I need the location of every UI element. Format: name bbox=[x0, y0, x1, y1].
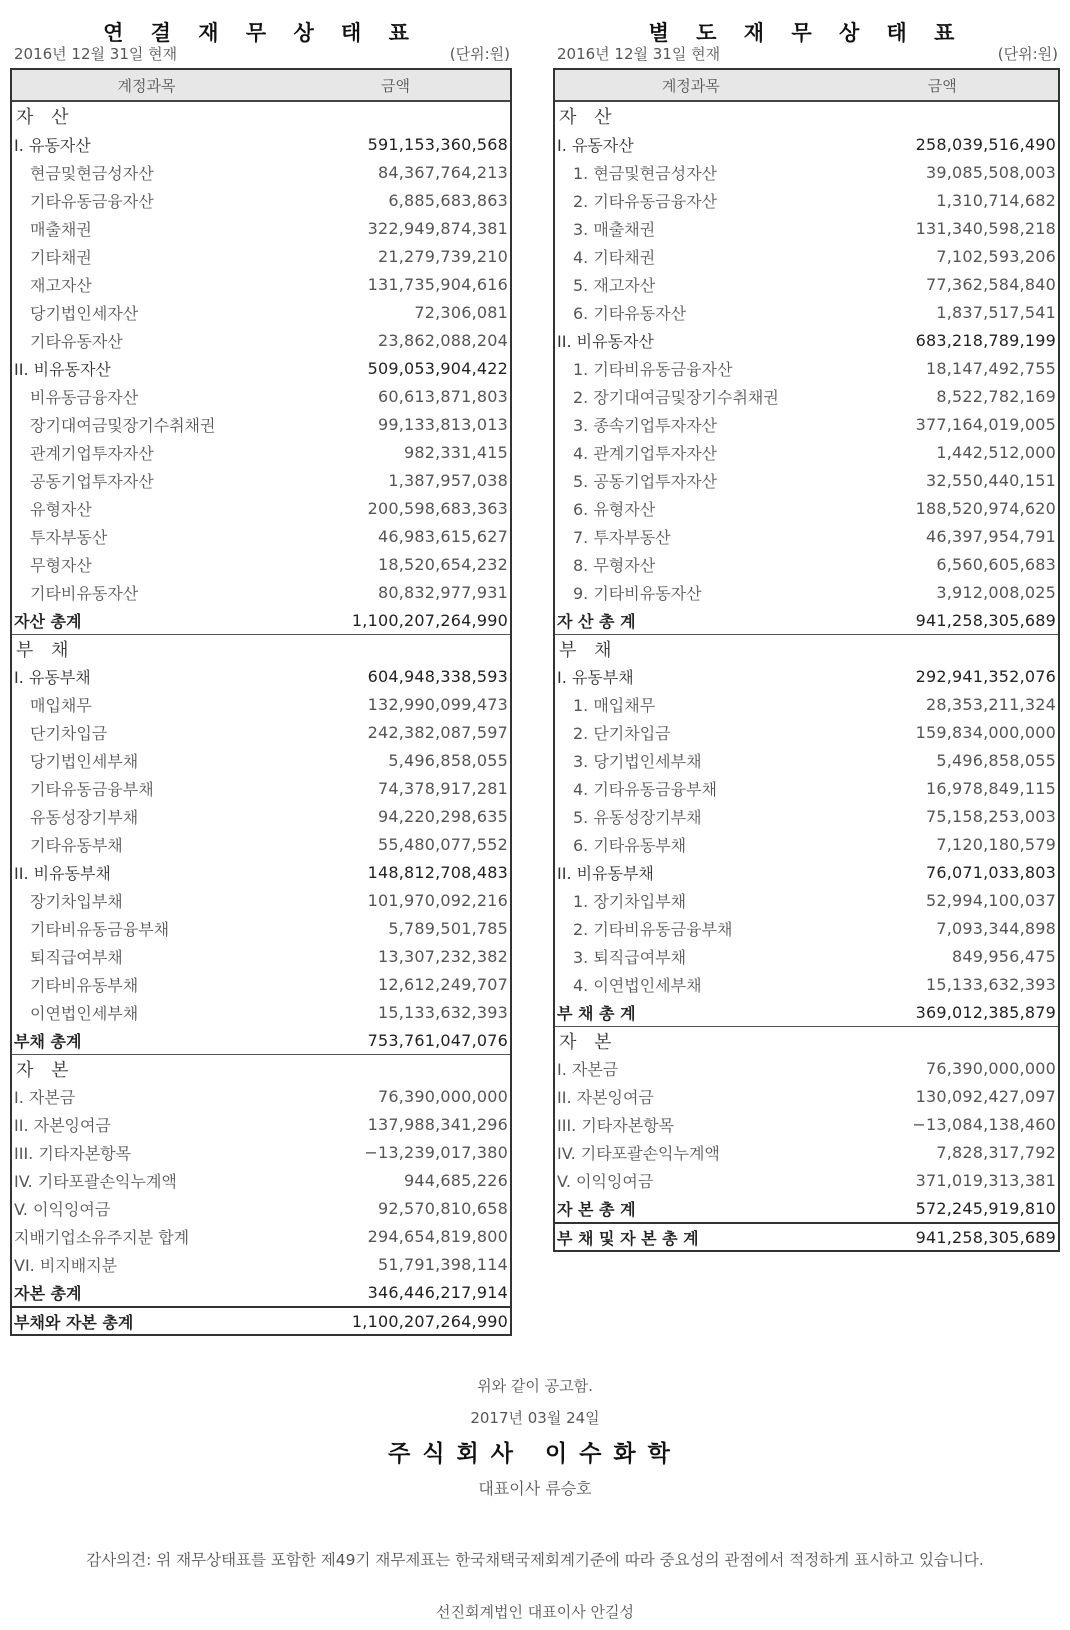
separate-table-header bbox=[555, 70, 1058, 102]
account-label: II. 비유동자산 bbox=[557, 331, 654, 351]
separate-balance-sheet bbox=[553, 0, 1060, 1252]
section-header-row bbox=[12, 1054, 510, 1082]
table-row bbox=[12, 270, 510, 298]
notice-text: 위와 같이 공고함. bbox=[477, 1377, 593, 1395]
account-amount: 188,520,974,620 bbox=[915, 498, 1056, 518]
account-label: 6. 기타유동자산 bbox=[573, 303, 687, 323]
account-label: 3. 매출채권 bbox=[573, 219, 656, 239]
total-row bbox=[555, 998, 1058, 1026]
table-row bbox=[12, 214, 510, 242]
account-amount: 80,832,977,931 bbox=[377, 582, 508, 602]
account-amount: 76,390,000,000 bbox=[925, 1058, 1056, 1078]
account-label: II. 비유동부채 bbox=[14, 863, 111, 883]
account-amount: 21,279,739,210 bbox=[377, 246, 508, 266]
table-row bbox=[12, 466, 510, 494]
account-label: 당기법인세자산 bbox=[30, 303, 139, 323]
table-row bbox=[12, 382, 510, 410]
account-label: 공동기업투자자산 bbox=[30, 471, 154, 491]
account-amount: 377,164,019,005 bbox=[915, 414, 1056, 434]
table-row bbox=[12, 690, 510, 718]
account-amount: 1,387,957,038 bbox=[388, 470, 508, 490]
table-row bbox=[555, 746, 1058, 774]
account-label: 기타비유동자산 bbox=[30, 583, 139, 603]
account-label: 4. 이연법인세부채 bbox=[573, 975, 702, 995]
account-amount: 46,983,615,627 bbox=[377, 526, 508, 546]
account-amount: 74,378,917,281 bbox=[377, 778, 508, 798]
table-row bbox=[555, 326, 1058, 354]
account-label: V. 이익잉여금 bbox=[557, 1171, 654, 1191]
account-label: 4. 관계기업투자자산 bbox=[573, 443, 717, 463]
table-row bbox=[12, 578, 510, 606]
table-row bbox=[12, 998, 510, 1026]
account-amount: 982,331,415 bbox=[404, 442, 508, 462]
account-label: II. 자본잉여금 bbox=[14, 1115, 111, 1135]
column-header-account: 계정과목 bbox=[117, 76, 176, 95]
total-row bbox=[555, 606, 1058, 634]
account-label: 유동성장기부채 bbox=[30, 807, 139, 827]
consolidated-table-header bbox=[12, 70, 510, 102]
table-row bbox=[555, 970, 1058, 998]
account-amount: 322,949,874,381 bbox=[367, 218, 508, 238]
total-row bbox=[12, 606, 510, 634]
account-label: 8. 무형자산 bbox=[573, 555, 656, 575]
account-amount: 32,550,440,151 bbox=[925, 470, 1056, 490]
table-row bbox=[12, 1166, 510, 1194]
account-label: 매출채권 bbox=[30, 219, 92, 239]
account-amount: 131,340,598,218 bbox=[915, 218, 1056, 238]
table-row bbox=[555, 914, 1058, 942]
account-label: 1. 매입채무 bbox=[573, 695, 656, 715]
table-row bbox=[555, 830, 1058, 858]
table-row bbox=[555, 298, 1058, 326]
account-amount: 242,382,087,597 bbox=[367, 722, 508, 742]
section-header-row bbox=[555, 634, 1058, 662]
account-amount: 159,834,000,000 bbox=[915, 722, 1056, 742]
account-label: I. 유동자산 bbox=[557, 135, 634, 155]
table-row bbox=[12, 942, 510, 970]
table-row bbox=[555, 1166, 1058, 1194]
account-label: 1. 기타비유동금융자산 bbox=[573, 359, 733, 379]
account-amount: 944,685,226 bbox=[404, 1170, 508, 1190]
account-label: 퇴직급여부채 bbox=[30, 947, 123, 967]
table-row bbox=[12, 1250, 510, 1278]
account-label: 비유동금융자산 bbox=[30, 387, 139, 407]
table-row bbox=[555, 186, 1058, 214]
account-amount: 941,258,305,689 bbox=[915, 610, 1056, 630]
account-label: 9. 기타비유동자산 bbox=[573, 583, 702, 603]
account-amount: −13,239,017,380 bbox=[364, 1142, 508, 1162]
account-amount: 849,956,475 bbox=[952, 946, 1056, 966]
account-label: 6. 기타유동부채 bbox=[573, 835, 687, 855]
total-row bbox=[12, 1306, 510, 1334]
section-header-row bbox=[555, 102, 1058, 130]
account-amount: 3,912,008,025 bbox=[936, 582, 1056, 602]
table-row bbox=[12, 746, 510, 774]
account-label: 4. 기타유동금융부채 bbox=[573, 779, 717, 799]
account-label: 5. 공동기업투자자산 bbox=[573, 471, 717, 491]
account-label: 2. 장기대여금및장기수취채권 bbox=[573, 387, 779, 407]
section-header-row bbox=[12, 634, 510, 662]
account-amount: 753,761,047,076 bbox=[367, 1030, 508, 1050]
account-label: 5. 재고자산 bbox=[573, 275, 656, 295]
table-row bbox=[12, 1194, 510, 1222]
account-amount: 7,093,344,898 bbox=[936, 918, 1056, 938]
account-amount: 294,654,819,800 bbox=[367, 1226, 508, 1246]
account-amount: 604,948,338,593 bbox=[367, 666, 508, 686]
account-label: 기타유동금융부채 bbox=[30, 779, 154, 799]
account-amount: 683,218,789,199 bbox=[915, 330, 1056, 350]
table-row bbox=[12, 774, 510, 802]
account-amount: 371,019,313,381 bbox=[915, 1170, 1056, 1190]
separate-table bbox=[553, 68, 1060, 1252]
account-label: 무형자산 bbox=[30, 555, 92, 575]
account-amount: 28,353,211,324 bbox=[925, 694, 1056, 714]
account-label: 2. 기타유동금융자산 bbox=[573, 191, 717, 211]
account-amount: 591,153,360,568 bbox=[367, 134, 508, 154]
account-label: 3. 종속기업투자자산 bbox=[573, 415, 717, 435]
account-label: II. 자본잉여금 bbox=[557, 1087, 654, 1107]
account-amount: 101,970,092,216 bbox=[367, 890, 508, 910]
audit-opinion: 감사의견: 위 재무상태표를 포함한 제49기 재무제표는 한국채택국제회계기준에 따라 중요성의 관점에서 적정하게 표시하고 있습니다. bbox=[86, 1551, 984, 1569]
consolidated-date: 2016년 12월 31일 현재 bbox=[14, 44, 178, 63]
table-row bbox=[555, 410, 1058, 438]
consolidated-table bbox=[10, 68, 512, 1336]
account-amount: 131,735,904,616 bbox=[367, 274, 508, 294]
account-label: II. 비유동자산 bbox=[14, 359, 111, 379]
table-row bbox=[555, 270, 1058, 298]
table-row bbox=[555, 242, 1058, 270]
account-amount: 39,085,508,003 bbox=[925, 162, 1056, 182]
account-amount: 7,102,593,206 bbox=[936, 246, 1056, 266]
table-row bbox=[12, 242, 510, 270]
table-row bbox=[12, 662, 510, 690]
table-row bbox=[12, 438, 510, 466]
account-label: 자 본 bbox=[16, 1059, 75, 1081]
table-row bbox=[12, 326, 510, 354]
account-amount: 16,978,849,115 bbox=[925, 778, 1056, 798]
table-row bbox=[12, 886, 510, 914]
account-label: 자 본 총 계 bbox=[557, 1199, 636, 1219]
table-row bbox=[12, 802, 510, 830]
account-label: IV. 기타포괄손익누계액 bbox=[14, 1171, 177, 1191]
account-amount: 72,306,081 bbox=[414, 302, 508, 322]
table-row bbox=[12, 970, 510, 998]
account-amount: 52,994,100,037 bbox=[925, 890, 1056, 910]
table-row bbox=[12, 410, 510, 438]
table-row bbox=[12, 494, 510, 522]
account-label: III. 기타자본항목 bbox=[557, 1115, 675, 1135]
notice-date: 2017년 03월 24일 bbox=[470, 1409, 600, 1427]
table-row bbox=[12, 354, 510, 382]
table-row bbox=[555, 466, 1058, 494]
account-amount: 941,258,305,689 bbox=[915, 1227, 1056, 1247]
account-label: 현금및현금성자산 bbox=[30, 163, 154, 183]
account-amount: 18,520,654,232 bbox=[377, 554, 508, 574]
account-label: 자본 총계 bbox=[14, 1283, 82, 1303]
table-row bbox=[555, 942, 1058, 970]
account-label: 관계기업투자자산 bbox=[30, 443, 154, 463]
section-header-row bbox=[555, 1026, 1058, 1054]
account-amount: 509,053,904,422 bbox=[367, 358, 508, 378]
account-label: 재고자산 bbox=[30, 275, 92, 295]
account-amount: 7,828,317,792 bbox=[936, 1142, 1056, 1162]
account-amount: 148,812,708,483 bbox=[367, 862, 508, 882]
account-amount: 130,092,427,097 bbox=[915, 1086, 1056, 1106]
table-row bbox=[12, 130, 510, 158]
account-label: 기타비유동부채 bbox=[30, 975, 139, 995]
account-amount: −13,084,138,460 bbox=[912, 1114, 1056, 1134]
consolidated-rows bbox=[12, 102, 510, 1334]
account-label: 부채와 자본 총계 bbox=[14, 1312, 134, 1332]
section-header-row bbox=[12, 102, 510, 130]
table-row bbox=[12, 298, 510, 326]
account-label: 부 채 총 계 bbox=[557, 1003, 636, 1023]
table-row bbox=[12, 1110, 510, 1138]
account-amount: 18,147,492,755 bbox=[925, 358, 1056, 378]
separate-title: 별 도 재 무 상 태 표 bbox=[648, 21, 965, 45]
account-amount: 76,071,033,803 bbox=[925, 862, 1056, 882]
separate-unit: (단위:원) bbox=[997, 44, 1058, 63]
account-amount: 1,442,512,000 bbox=[936, 442, 1056, 462]
account-label: 2. 기타비유동금융부채 bbox=[573, 919, 733, 939]
table-row bbox=[555, 1138, 1058, 1166]
account-label: III. 기타자본항목 bbox=[14, 1143, 132, 1163]
account-amount: 1,100,207,264,990 bbox=[351, 1311, 508, 1331]
table-row bbox=[555, 522, 1058, 550]
account-amount: 15,133,632,393 bbox=[925, 974, 1056, 994]
consolidated-unit: (단위:원) bbox=[449, 44, 510, 63]
table-row bbox=[12, 186, 510, 214]
account-amount: 7,120,180,579 bbox=[936, 834, 1056, 854]
total-row bbox=[12, 1026, 510, 1054]
table-row bbox=[555, 158, 1058, 186]
table-row bbox=[555, 438, 1058, 466]
account-label: 자 산 총 계 bbox=[557, 611, 636, 631]
account-amount: 15,133,632,393 bbox=[377, 1002, 508, 1022]
separate-rows bbox=[555, 102, 1058, 1250]
account-label: 부채 총계 bbox=[14, 1031, 82, 1051]
account-label: I. 자본금 bbox=[14, 1087, 76, 1107]
account-label: 7. 투자부동산 bbox=[573, 527, 671, 547]
account-label: 기타채권 bbox=[30, 247, 92, 267]
account-amount: 92,570,810,658 bbox=[377, 1198, 508, 1218]
account-amount: 1,837,517,541 bbox=[936, 302, 1056, 322]
column-header-amount: 금액 bbox=[927, 76, 957, 95]
account-label: 3. 퇴직급여부채 bbox=[573, 947, 687, 967]
account-amount: 1,100,207,264,990 bbox=[351, 610, 508, 630]
table-row bbox=[555, 662, 1058, 690]
account-amount: 346,446,217,914 bbox=[367, 1282, 508, 1302]
account-amount: 5,496,858,055 bbox=[936, 750, 1056, 770]
table-row bbox=[555, 774, 1058, 802]
table-row bbox=[555, 1082, 1058, 1110]
account-label: 부 채 bbox=[16, 639, 75, 661]
account-label: IV. 기타포괄손익누계액 bbox=[557, 1143, 720, 1163]
account-label: 이연법인세부채 bbox=[30, 1003, 139, 1023]
account-label: 기타유동금융자산 bbox=[30, 191, 154, 211]
table-row bbox=[555, 1054, 1058, 1082]
table-row bbox=[12, 858, 510, 886]
table-row bbox=[555, 802, 1058, 830]
table-row bbox=[555, 214, 1058, 242]
account-amount: 23,862,088,204 bbox=[377, 330, 508, 350]
account-amount: 200,598,683,363 bbox=[367, 498, 508, 518]
account-amount: 13,307,232,382 bbox=[377, 946, 508, 966]
account-label: 투자부동산 bbox=[30, 527, 108, 547]
account-amount: 6,885,683,863 bbox=[388, 190, 508, 210]
table-row bbox=[555, 494, 1058, 522]
table-row bbox=[555, 886, 1058, 914]
account-label: 부 채 bbox=[559, 639, 618, 661]
account-label: VI. 비지배지분 bbox=[14, 1255, 118, 1275]
table-row bbox=[12, 522, 510, 550]
account-label: 1. 현금및현금성자산 bbox=[573, 163, 717, 183]
account-amount: 76,390,000,000 bbox=[377, 1086, 508, 1106]
account-amount: 572,245,919,810 bbox=[915, 1198, 1056, 1218]
account-label: 4. 기타채권 bbox=[573, 247, 656, 267]
table-row bbox=[12, 1222, 510, 1250]
account-amount: 12,612,249,707 bbox=[377, 974, 508, 994]
account-amount: 292,941,352,076 bbox=[915, 666, 1056, 686]
account-amount: 5,789,501,785 bbox=[388, 918, 508, 938]
account-label: 매입채무 bbox=[30, 695, 92, 715]
public-notice bbox=[0, 1370, 1070, 1504]
table-row bbox=[12, 1138, 510, 1166]
account-label: II. 비유동부채 bbox=[557, 863, 654, 883]
table-row bbox=[555, 718, 1058, 746]
account-amount: 94,220,298,635 bbox=[377, 806, 508, 826]
account-label: 기타비유동금융부채 bbox=[30, 919, 170, 939]
table-row bbox=[555, 690, 1058, 718]
account-label: 장기차입부채 bbox=[30, 891, 123, 911]
account-label: 자 본 bbox=[559, 1031, 618, 1053]
account-amount: 369,012,385,879 bbox=[915, 1002, 1056, 1022]
account-amount: 99,133,813,013 bbox=[377, 414, 508, 434]
account-label: 장기대여금및장기수취채권 bbox=[30, 415, 216, 435]
account-amount: 60,613,871,803 bbox=[377, 386, 508, 406]
separate-date: 2016년 12월 31일 현재 bbox=[557, 44, 721, 63]
account-label: 유형자산 bbox=[30, 499, 92, 519]
account-amount: 77,362,584,840 bbox=[925, 274, 1056, 294]
account-label: 자 산 bbox=[16, 107, 75, 128]
account-amount: 1,310,714,682 bbox=[936, 190, 1056, 210]
consolidated-balance-sheet bbox=[10, 0, 512, 1336]
account-amount: 51,791,398,114 bbox=[377, 1254, 508, 1274]
total-row bbox=[555, 1194, 1058, 1222]
column-header-amount: 금액 bbox=[380, 76, 410, 95]
company-name: 주식회사 이수화학 bbox=[388, 1441, 682, 1467]
account-label: 단기차입금 bbox=[30, 723, 108, 743]
table-row bbox=[12, 1082, 510, 1110]
account-amount: 5,496,858,055 bbox=[388, 750, 508, 770]
table-row bbox=[555, 550, 1058, 578]
ceo-name: 대표이사 류승호 bbox=[478, 1479, 592, 1498]
table-row bbox=[12, 158, 510, 186]
account-amount: 258,039,516,490 bbox=[915, 134, 1056, 154]
table-row bbox=[12, 718, 510, 746]
account-label: 부 채 및 자 본 총 계 bbox=[557, 1228, 699, 1248]
total-row bbox=[555, 1222, 1058, 1250]
total-row bbox=[12, 1278, 510, 1306]
table-row bbox=[555, 130, 1058, 158]
account-amount: 8,522,782,169 bbox=[936, 386, 1056, 406]
account-label: 지배기업소유주지분 합계 bbox=[14, 1227, 190, 1247]
account-label: 자산 총계 bbox=[14, 611, 82, 631]
account-label: 당기법인세부채 bbox=[30, 751, 139, 771]
account-label: 2. 단기차입금 bbox=[573, 723, 671, 743]
account-amount: 55,480,077,552 bbox=[377, 834, 508, 854]
auditor-name: 선진회계법인 대표이사 안길성 bbox=[436, 1603, 634, 1621]
account-label: 기타유동자산 bbox=[30, 331, 123, 351]
account-amount: 137,988,341,296 bbox=[367, 1114, 508, 1134]
account-amount: 6,560,605,683 bbox=[936, 554, 1056, 574]
account-label: 기타유동부채 bbox=[30, 835, 123, 855]
account-label: 자 산 bbox=[559, 107, 618, 128]
account-label: I. 유동부채 bbox=[557, 667, 634, 687]
table-row bbox=[12, 914, 510, 942]
account-amount: 132,990,099,473 bbox=[367, 694, 508, 714]
consolidated-title: 연 결 재 무 상 태 표 bbox=[103, 21, 419, 45]
table-row bbox=[555, 1110, 1058, 1138]
table-row bbox=[12, 550, 510, 578]
account-label: 3. 당기법인세부채 bbox=[573, 751, 702, 771]
table-row bbox=[555, 858, 1058, 886]
account-label: I. 자본금 bbox=[557, 1059, 619, 1079]
account-label: 5. 유동성장기부채 bbox=[573, 807, 702, 827]
account-label: V. 이익잉여금 bbox=[14, 1199, 111, 1219]
account-label: I. 유동부채 bbox=[14, 667, 91, 687]
account-label: I. 유동자산 bbox=[14, 135, 91, 155]
column-header-account: 계정과목 bbox=[661, 76, 720, 95]
table-row bbox=[555, 578, 1058, 606]
account-label: 1. 장기차입부채 bbox=[573, 891, 687, 911]
table-row bbox=[555, 354, 1058, 382]
account-amount: 46,397,954,791 bbox=[925, 526, 1056, 546]
table-row bbox=[555, 382, 1058, 410]
account-amount: 84,367,764,213 bbox=[377, 162, 508, 182]
table-row bbox=[12, 830, 510, 858]
account-label: 6. 유형자산 bbox=[573, 499, 656, 519]
account-amount: 75,158,253,003 bbox=[925, 806, 1056, 826]
